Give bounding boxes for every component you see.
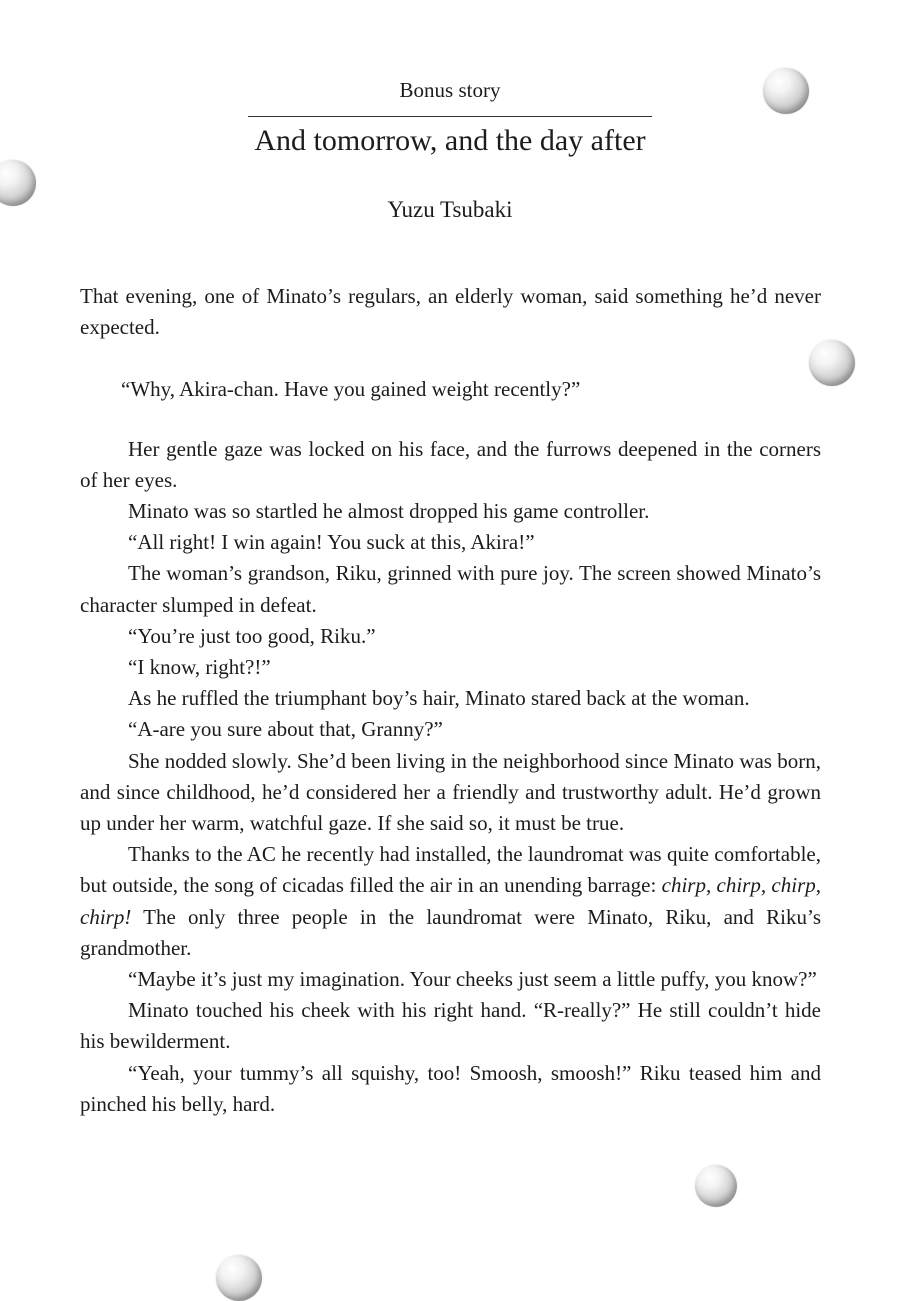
- paragraph: “You’re just too good, Riku.”: [128, 623, 376, 648]
- paragraph: Minato was so startled he almost dropped his game controller.: [128, 499, 650, 524]
- paragraph: Her gentle gaze was locked on his face, and the furrows deepened in the corners of her eyes.: [80, 436, 821, 492]
- paragraph: “A-are you sure about that, Granny?”: [128, 717, 443, 742]
- paragraph: Minato touched his cheek with his right hand. “R-really?” He still couldn’t hide his bewilderment.: [80, 998, 821, 1054]
- story-author: Yuzu Tsubaki: [387, 197, 513, 222]
- cicada-sound-text: chirp, chirp, chirp, chirp!: [80, 873, 821, 929]
- story-title: And tomorrow, and the day after: [254, 124, 646, 157]
- paragraph: [80, 839, 821, 964]
- paragraph: “Why, Akira-chan. Have you gained weight recently?”: [121, 377, 581, 402]
- story-body: [80, 281, 821, 1120]
- paragraph: That evening, one of Minato’s regulars, an elderly woman, said something he’d never expected.: [80, 284, 821, 340]
- story-subtitle: Bonus story: [399, 78, 501, 102]
- bubble-decoration: [216, 1255, 262, 1301]
- paragraph: “All right! I win again! You suck at this, Akira!”: [128, 530, 535, 555]
- paragraph: “I know, right?!”: [128, 655, 271, 680]
- paragraph: “Yeah, your tummy’s all squishy, too! Smoosh, smoosh!” Riku teased him and pinched his belly, hard.: [80, 1060, 821, 1116]
- paragraph: As he ruffled the triumphant boy’s hair, Minato stared back at the woman.: [128, 686, 750, 711]
- title-divider: [248, 116, 652, 117]
- paragraph: “Maybe it’s just my imagination. Your cheeks just seem a little puffy, you know?”: [128, 967, 817, 992]
- paragraph: She nodded slowly. She’d been living in the neighborhood since Minato was born, and since childhood, he’d considered her a friendly and trustworthy adult. He’d grown up under her warm, watchful gaze. If she said so, it must be true.: [80, 748, 821, 836]
- bubble-decoration: [695, 1165, 737, 1207]
- paragraph-text: The only three people in the laundromat were Minato, Riku, and Riku’s grandmother.: [80, 904, 821, 960]
- paragraph: The woman’s grandson, Riku, grinned with pure joy. The screen showed Minato’s character slumped in defeat.: [80, 561, 821, 617]
- paragraph-text: Thanks to the AC he recently had installed, the laundromat was quite comfortable, but outside, the song of cicadas filled the air in an unending barrage:: [80, 842, 821, 898]
